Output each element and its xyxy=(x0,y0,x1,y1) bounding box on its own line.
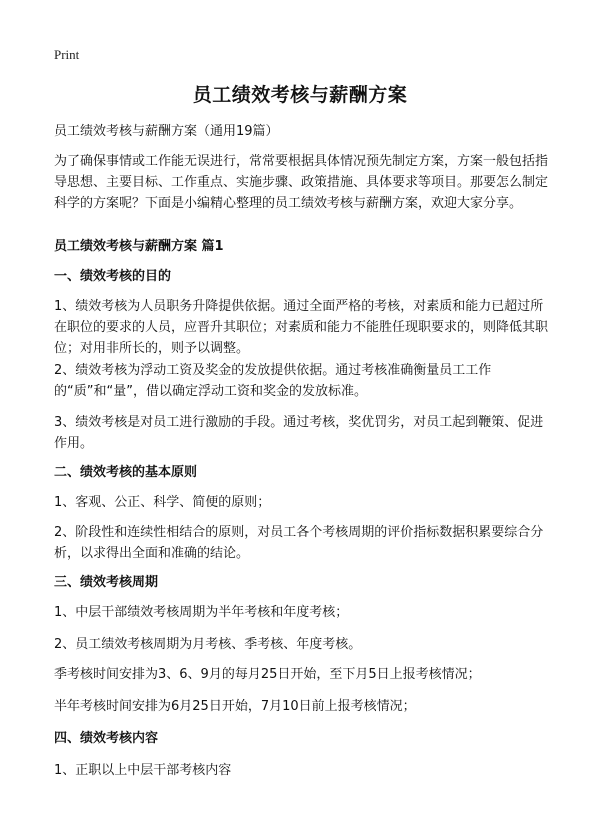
section3-paragraph-2: 2、员工绩效考核周期为月考核、季考核、年度考核。 xyxy=(54,637,362,652)
section4-heading: 四、绩效考核内容 xyxy=(54,731,159,746)
page-title: 员工绩效考核与薪酬方案 xyxy=(192,84,408,106)
section3-paragraph-3: 季考核时间安排为3、6、9月的每月25日开始，至下月5日上报考核情况； xyxy=(54,667,481,682)
section4-paragraph-1: 1、正职以上中层干部考核内容 xyxy=(54,763,232,778)
section1-paragraph-1: 1、绩效考核为人员职务升降提供依据。通过全面严格的考核，对素质和能力已超过所在职位的要求的人员，应晋升其职位；对素质和能力不能胜任现职要求的，则降低其职位；对用非所长的，则予以调整。 xyxy=(54,299,549,356)
section2-heading: 二、绩效考核的基本原则 xyxy=(54,465,198,480)
article-heading: 员工绩效考核与薪酬方案 篇1 xyxy=(54,239,224,254)
section1-paragraph-2: 2、绩效考核为浮动工资及奖金的发放提供依据。通过考核准确衡量员工工作的“质”和“量”，借以确定浮动工资和奖金的发放标准。 xyxy=(54,363,492,399)
section2-paragraph-2: 2、阶段性和连续性相结合的原则，对员工各个考核周期的评价指标数据积累要综合分析，以求得出全面和准确的结论。 xyxy=(54,525,544,561)
subtitle: 员工绩效考核与薪酬方案（通用19篇） xyxy=(54,124,279,139)
section2-paragraph-1: 1、客观、公正、科学、简便的原则； xyxy=(54,495,271,510)
section1-paragraph-3: 3、绩效考核是对员工进行激励的手段。通过考核，奖优罚劣，对员工起到鞭策、促进作用。 xyxy=(54,415,544,451)
print-label: Print xyxy=(54,47,80,62)
section3-paragraph-4: 半年考核时间安排为6月25日开始，7月10日前上报考核情况； xyxy=(54,699,416,714)
section3-heading: 三、绩效考核周期 xyxy=(54,575,159,590)
section3-paragraph-1: 1、中层干部绩效考核周期为半年考核和年度考核； xyxy=(54,605,349,620)
intro-paragraph: 为了确保事情或工作能无误进行，常常要根据具体情况预先制定方案，方案一般包括指导思想、主要目标、工作重点、实施步骤、政策措施、具体要求等项目。那要怎么制定科学的方案呢？下面是小编精心整理的员工绩效考核与薪酬方案，欢迎大家分享。 xyxy=(54,154,549,211)
section1-heading: 一、绩效考核的目的 xyxy=(54,269,172,284)
